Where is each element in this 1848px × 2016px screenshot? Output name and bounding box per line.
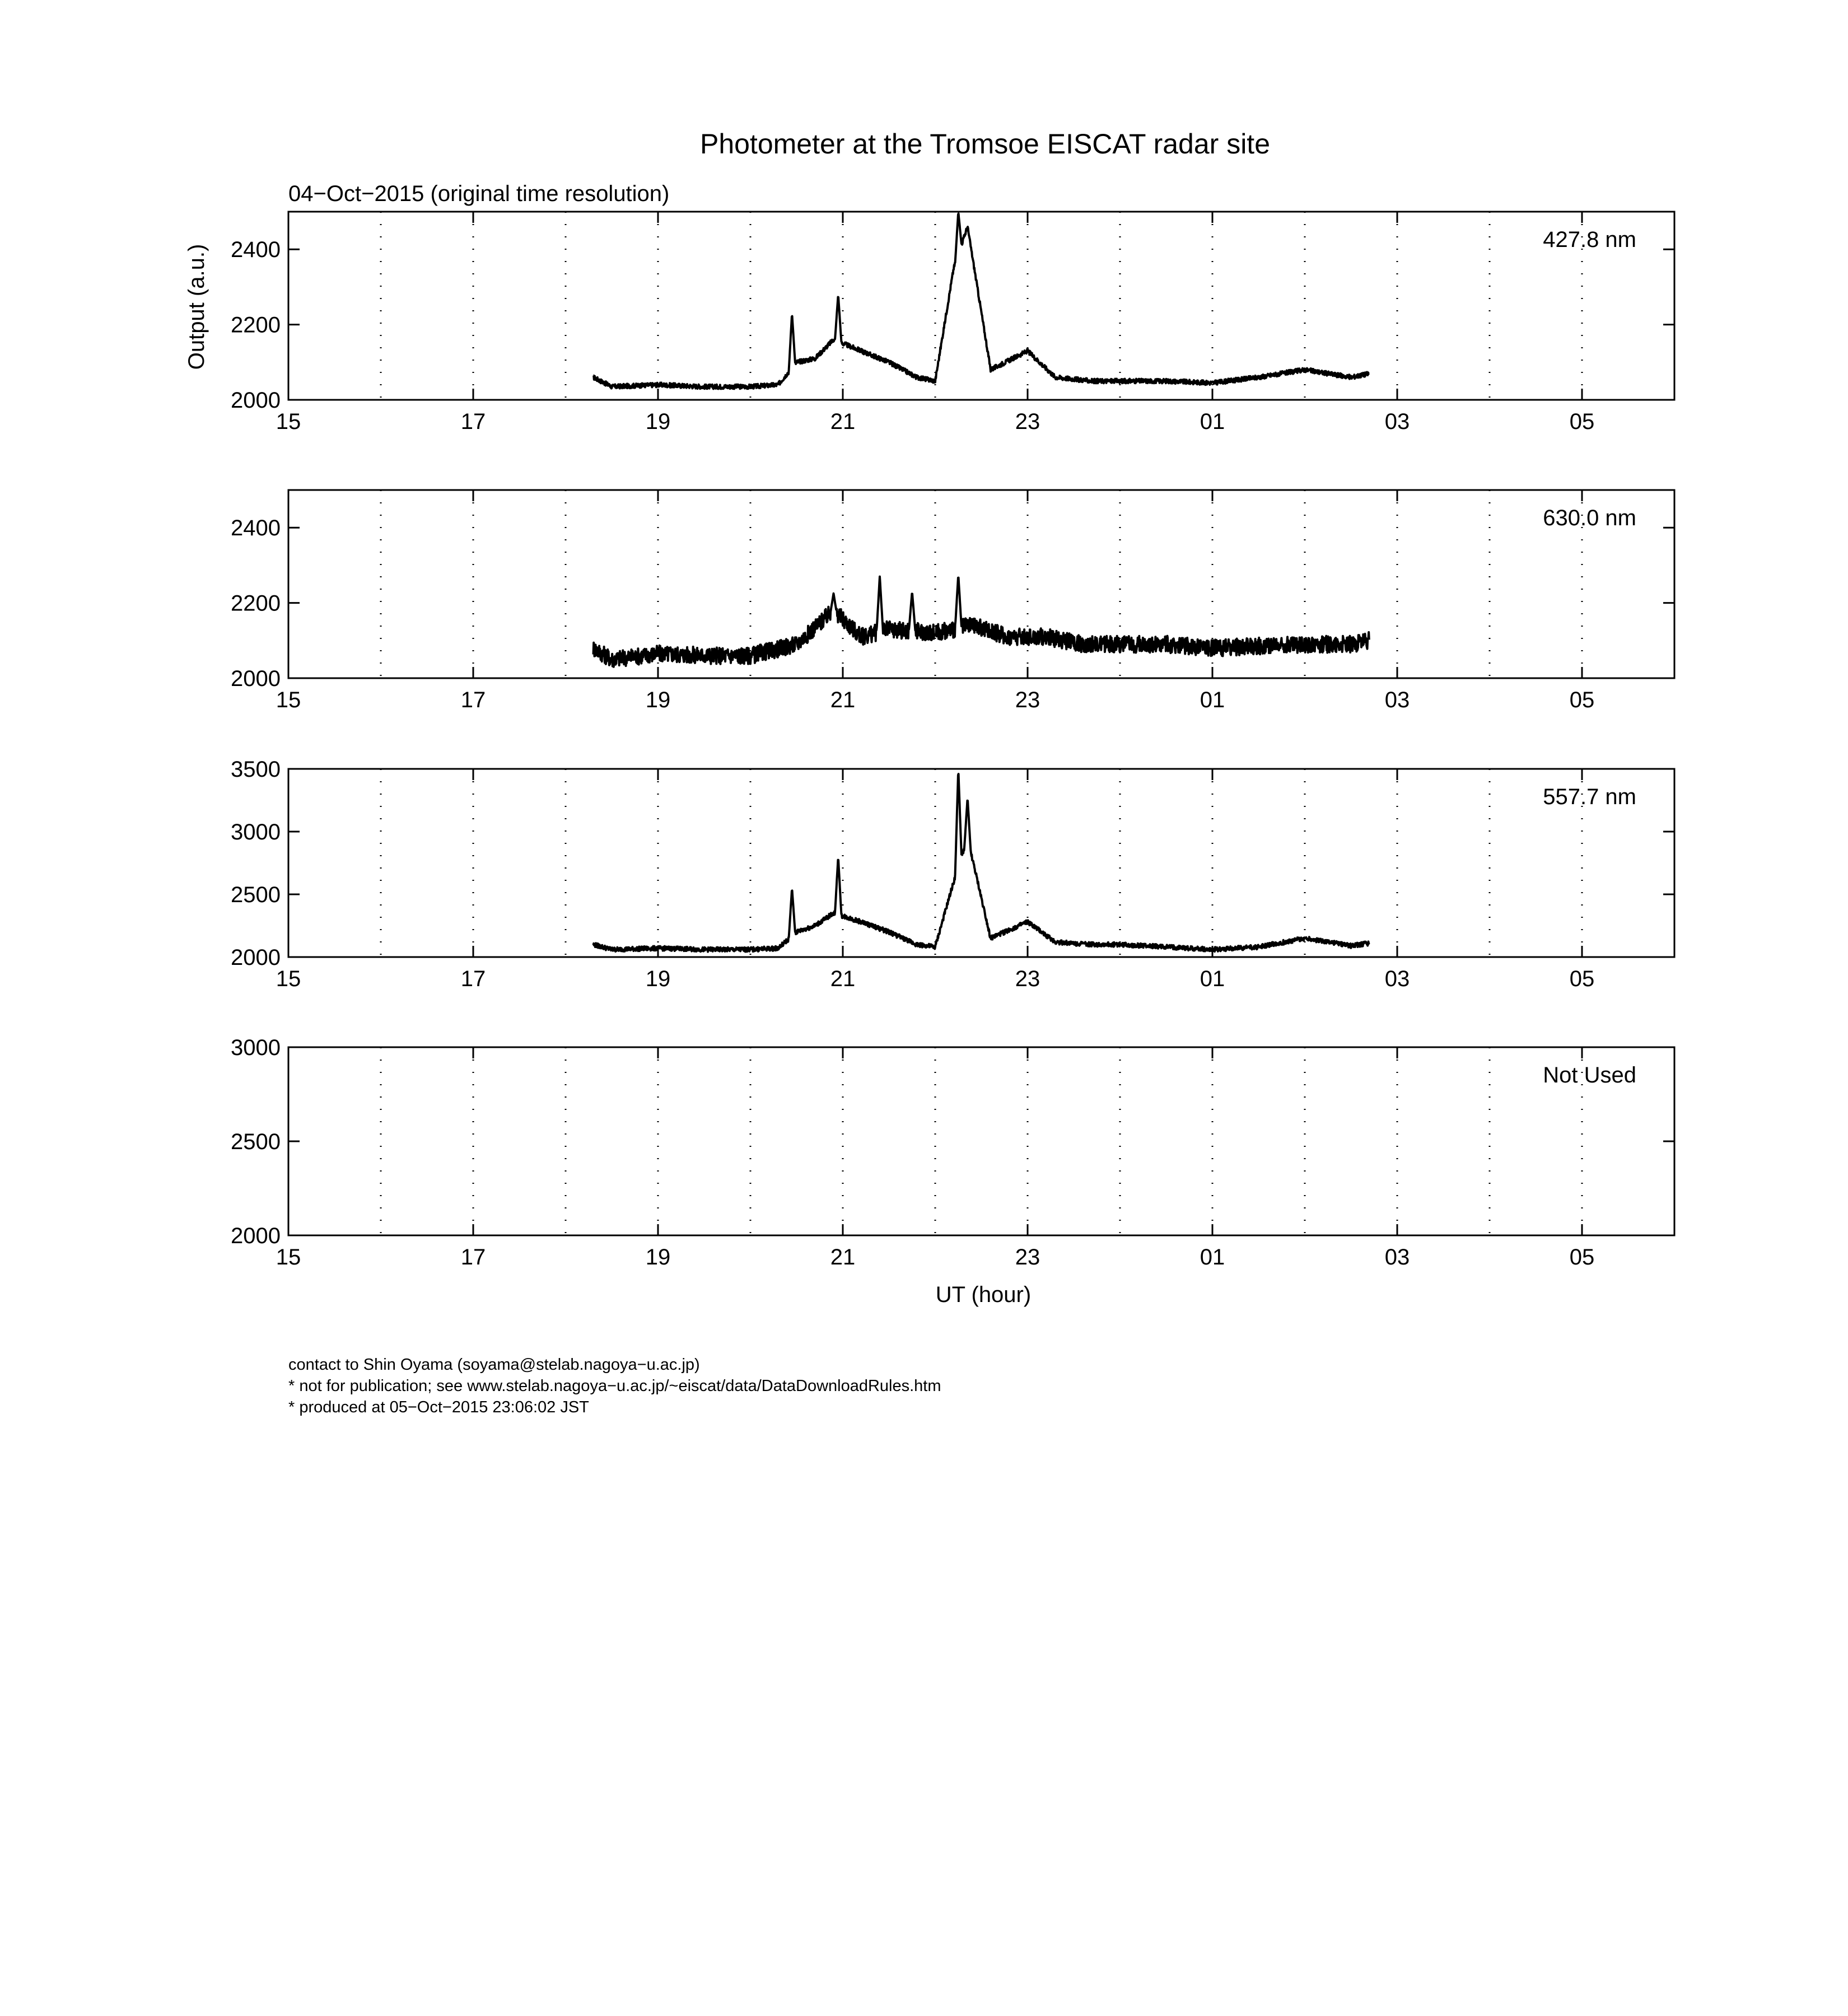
y-tick-label: 2200 [231,591,281,616]
y-tick-label: 2000 [231,666,281,691]
x-tick-label: 23 [1015,409,1040,434]
x-tick-label: 01 [1200,967,1225,991]
footer-contact: contact to Shin Oyama (soyama@stelab.nagoya−u.ac.jp) [288,1356,700,1374]
x-tick-label: 03 [1384,1245,1410,1270]
y-tick-label: 2200 [231,312,281,338]
panel-1 [231,212,1674,434]
x-tick-label: 03 [1384,688,1410,712]
y-tick-label: 3000 [231,1035,281,1060]
data-series-line [594,774,1369,952]
footer-produced: * produced at 05−Oct−2015 23:06:02 JST [288,1398,589,1416]
y-tick-label: 2500 [231,883,281,907]
plot-frame [288,1047,1674,1235]
data-series-line [594,213,1369,389]
x-tick-label: 05 [1569,1245,1595,1270]
x-tick-label: 19 [645,967,671,991]
x-tick-label: 23 [1015,1245,1040,1270]
x-tick-label: 23 [1015,967,1040,991]
panels [231,212,1674,1270]
x-tick-label: 17 [460,967,486,991]
x-tick-label: 17 [460,1245,486,1270]
y-tick-label: 3500 [231,757,281,782]
y-tick-label: 2000 [231,388,281,413]
y-tick-label: 2000 [231,1224,281,1248]
plot-frame [288,490,1674,678]
data-series-line [594,577,1369,667]
panel-label: 557.7 nm [1543,785,1636,809]
x-tick-label: 15 [276,688,301,712]
panel-2 [231,490,1674,712]
x-tick-label: 03 [1384,409,1410,434]
x-tick-label: 05 [1569,409,1595,434]
x-tick-label: 19 [645,1245,671,1270]
x-tick-label: 21 [830,967,856,991]
x-tick-label: 01 [1200,409,1225,434]
x-tick-label: 01 [1200,1245,1225,1270]
footer [288,1354,941,1418]
footer-rules: * not for publication; see www.stelab.nagoya−u.ac.jp/~eiscat/data/DataDownloadRules.htm [288,1377,941,1395]
y-axis-label: Output (a.u.) [184,244,209,370]
x-tick-label: 05 [1569,967,1595,991]
x-axis-label: UT (hour) [935,1282,1032,1307]
y-tick-label: 2500 [231,1130,281,1154]
x-tick-label: 19 [645,688,671,712]
x-tick-label: 21 [830,688,856,712]
x-tick-label: 05 [1569,688,1595,712]
plot-frame [288,769,1674,957]
x-tick-label: 21 [830,1245,856,1270]
panel-label: Not Used [1543,1063,1636,1088]
panel-4 [231,1035,1674,1270]
panel-label: 427.8 nm [1543,227,1636,252]
y-tick-label: 2400 [231,237,281,263]
y-tick-label: 2000 [231,945,281,970]
chart-title: Photometer at the Tromsoe EISCAT radar site [699,128,1271,160]
x-tick-label: 19 [645,409,671,434]
x-tick-label: 15 [276,967,301,991]
x-tick-label: 23 [1015,688,1040,712]
panel-label: 630.0 nm [1543,506,1636,530]
x-tick-label: 17 [460,409,486,434]
x-tick-label: 01 [1200,688,1225,712]
y-tick-label: 3000 [231,820,281,844]
x-tick-label: 03 [1384,967,1410,991]
x-tick-label: 17 [460,688,486,712]
x-tick-label: 21 [830,409,856,434]
x-tick-label: 15 [276,409,301,434]
x-tick-label: 15 [276,1245,301,1270]
panel-3 [231,757,1674,991]
chart-subtitle: 04−Oct−2015 (original time resolution) [288,181,670,206]
y-tick-label: 2400 [231,516,281,541]
